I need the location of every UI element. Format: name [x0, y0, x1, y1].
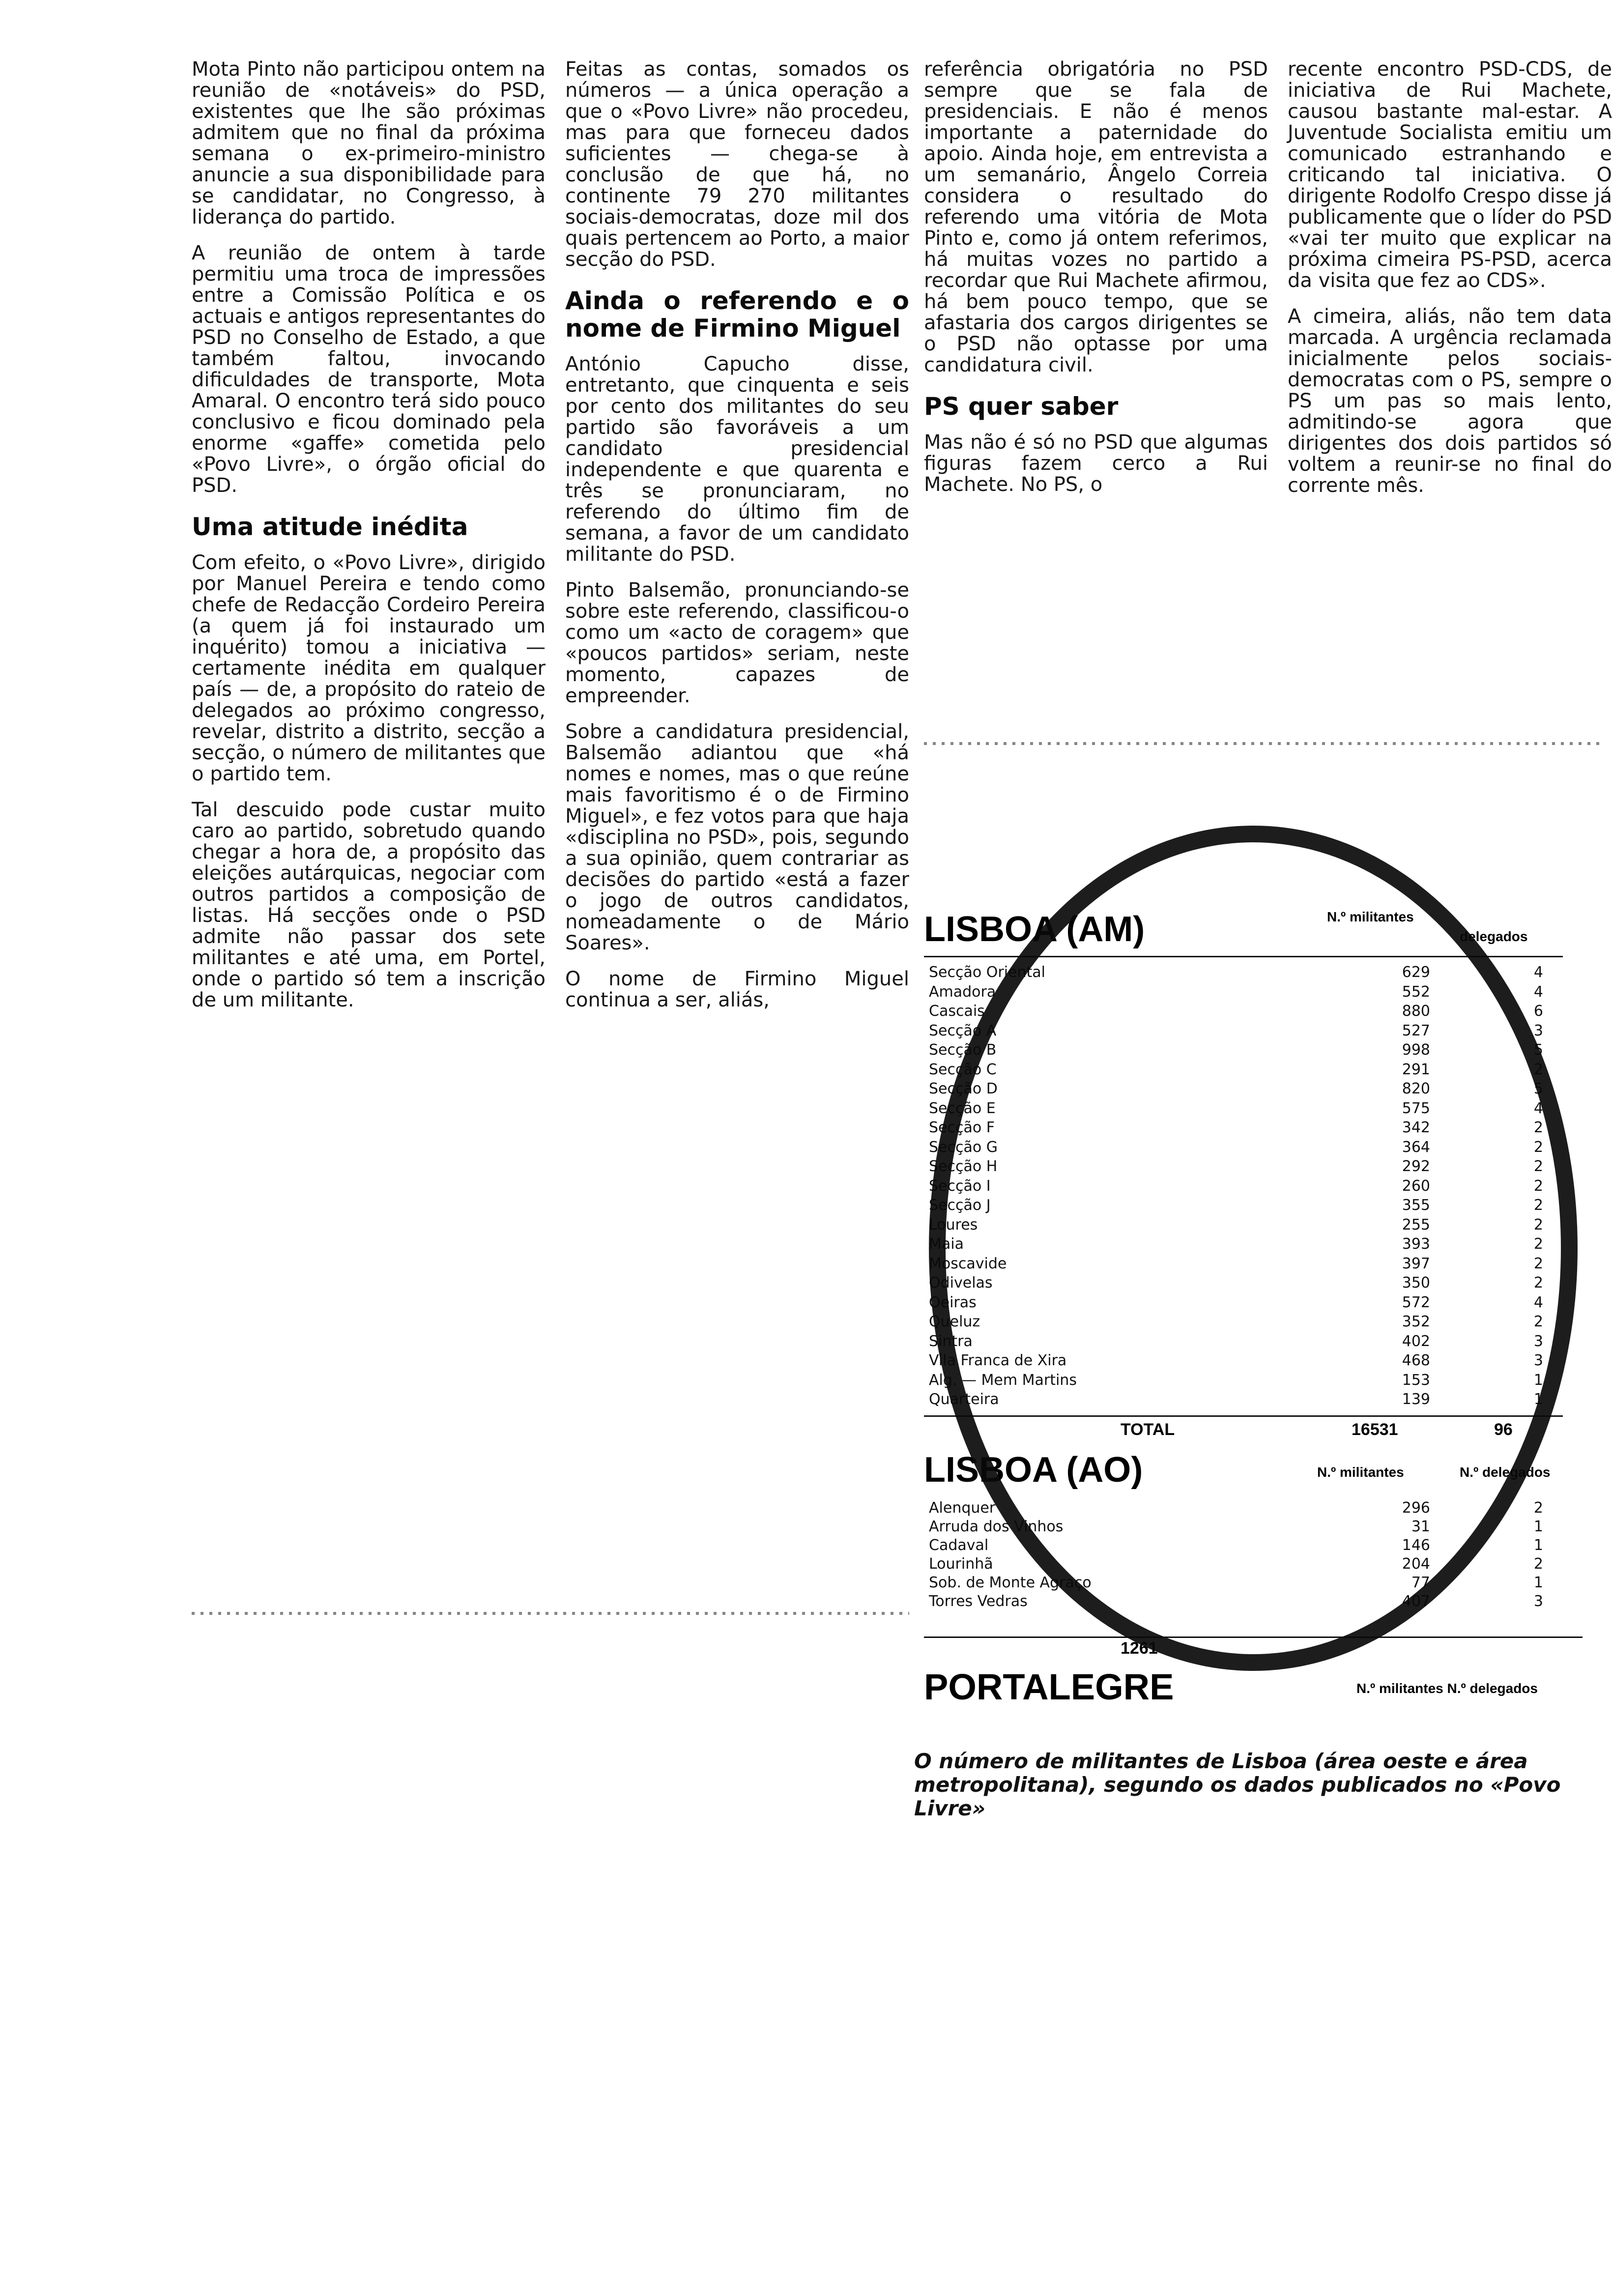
- subheading: Uma atitude inédita: [192, 513, 468, 541]
- scan-noise: [192, 1612, 909, 1615]
- row-name: Moscavide: [929, 1255, 1007, 1272]
- divider: [924, 1636, 1583, 1638]
- paragraph: recente encontro PSD-CDS, de iniciativa de Rui Machete, causou bastante mal-estar. A Juventude Socialista emitiu um comunicado estranhando e criticando tal iniciativa. O dirigente Rodolfo Crespo disse já publicamente que o líder do PSD «vai ter muito que explicar na próxima cimeira PS-PSD, acerca da visita que fez ao CDS».: [1288, 58, 1612, 292]
- table-title-portalegre: PORTALEGRE: [924, 1666, 1174, 1707]
- article-column-1: [192, 59, 546, 1026]
- row-name: Quarteira: [929, 1391, 999, 1408]
- row-militantes: 296: [1402, 1499, 1430, 1517]
- paragraph: Sobre a candidatura presidencial, Balsemão adiantou que «há nomes e nomes, mas o que reúne mais favoritismo é o de Firmino Miguel», e fez votos para que haja «disciplina no PSD», pois, segundo a sua opinião, quem contrariar as decisões do partido «está a fazer o jogo de outros candidatos, nomeadamente o de Mário Soares».: [565, 720, 909, 954]
- table-title-lisboa-ao: LISBOA (AO): [924, 1450, 1143, 1490]
- row-militantes: 552: [1402, 983, 1430, 1001]
- row-militantes: 292: [1402, 1158, 1430, 1175]
- table-row: [929, 1041, 1543, 1061]
- row-militantes: 407: [1402, 1593, 1430, 1610]
- row-militantes: 352: [1402, 1313, 1430, 1330]
- row-militantes: 998: [1402, 1041, 1430, 1059]
- row-delegados: 2: [1533, 1138, 1543, 1156]
- total-delegados: 96: [1494, 1420, 1513, 1439]
- column-header-delegados: delegados: [1460, 929, 1528, 944]
- row-delegados: 3: [1533, 1332, 1543, 1350]
- table-row: [929, 1574, 1543, 1593]
- row-delegados: 3: [1533, 1352, 1543, 1369]
- table-row: [929, 1390, 1543, 1410]
- row-militantes: 153: [1402, 1371, 1430, 1389]
- row-name: Secção F: [929, 1119, 995, 1136]
- newspaper-clipping: [192, 58, 1612, 1707]
- table-row: [929, 1138, 1543, 1158]
- row-delegados: 4: [1533, 983, 1543, 1001]
- table-row: [929, 1061, 1543, 1080]
- paragraph: referência obrigatória no PSD sempre que se fala de presidenciais. E não é menos importante a paternidade do apoio. Ainda hoje, em entrevista a um semanário, Ângelo Correia considera o resultado do referendo uma vitória de Mota Pinto e, como já ontem referimos, há muitas vozes no partido a recordar que Rui Machete afirmou, há bem pouco tempo, que se afastaria dos cargos dirigentes se o PSD não optasse por uma candidatura civil.: [924, 58, 1268, 376]
- row-militantes: 364: [1402, 1138, 1430, 1156]
- row-delegados: 2: [1533, 1235, 1543, 1253]
- table-row: [929, 1371, 1543, 1391]
- row-delegados: 2: [1533, 1274, 1543, 1292]
- row-name: Lourinhã: [929, 1555, 993, 1573]
- table-row: [929, 1536, 1543, 1556]
- row-name: Sintra: [929, 1332, 973, 1350]
- row-name: Vila Franca de Xira: [929, 1352, 1067, 1369]
- table-row: [929, 1499, 1543, 1519]
- row-delegados: 1: [1533, 1371, 1543, 1389]
- row-name: Secção A: [929, 1022, 997, 1039]
- table-row: [929, 1313, 1543, 1332]
- total-label: TOTAL: [1121, 1420, 1175, 1439]
- row-militantes: 77: [1411, 1574, 1430, 1591]
- row-delegados: 2: [1533, 1119, 1543, 1136]
- row-militantes: 260: [1402, 1177, 1430, 1195]
- row-militantes: 402: [1402, 1332, 1430, 1350]
- militants-table: [914, 762, 1612, 1610]
- table-row: [929, 1022, 1543, 1041]
- row-militantes: 468: [1402, 1352, 1430, 1369]
- row-name: Loures: [929, 1216, 978, 1234]
- row-delegados: 6: [1533, 1003, 1543, 1020]
- row-name: Secção G: [929, 1138, 998, 1156]
- row-name: Secção J: [929, 1197, 991, 1214]
- row-name: Queluz: [929, 1313, 980, 1330]
- subheading: Ainda o referendo e o nome de Firmino Miguel: [565, 287, 909, 343]
- row-delegados: 4: [1533, 964, 1543, 981]
- scan-noise: [924, 742, 1602, 745]
- paragraph: Tal descuido pode custar muito caro ao partido, sobretudo quando chegar a hora de, a propósito das eleições autárquicas, negociar com outros partidos a composição de listas. Há secções onde o PSD admite não passar dos sete militantes e até uma, em Portel, onde o partido só tem a inscrição de um militante.: [192, 799, 546, 1011]
- row-militantes: 880: [1402, 1003, 1430, 1020]
- row-name: Odivelas: [929, 1274, 993, 1292]
- row-delegados: 4: [1533, 1099, 1543, 1117]
- row-militantes: 355: [1402, 1197, 1430, 1214]
- row-militantes: 397: [1402, 1255, 1430, 1272]
- row-delegados: 5: [1533, 1041, 1543, 1059]
- row-name: Secção E: [929, 1099, 996, 1117]
- article-column-4: [1288, 59, 1612, 511]
- row-militantes: 204: [1402, 1555, 1430, 1573]
- column-header-delegados: N.º delegados: [1460, 1464, 1551, 1480]
- row-delegados: 2: [1533, 1177, 1543, 1195]
- row-delegados: 2: [1533, 1499, 1543, 1517]
- row-militantes: 291: [1402, 1061, 1430, 1078]
- table-row: [929, 1592, 1543, 1612]
- row-delegados: 2: [1533, 1555, 1543, 1573]
- table-row: [929, 963, 1543, 983]
- row-name: Oeiras: [929, 1293, 977, 1311]
- row-name: Sob. de Monte Agraço: [929, 1574, 1092, 1591]
- total-militantes-ao: 1261: [1121, 1639, 1158, 1658]
- paragraph: A cimeira, aliás, não tem data marcada. A urgência reclamada inicialmente pelos sociais-democratas com o PS, sempre o PS um pas so mais lento, admitindo-se agora que dirigentes dos dois partidos só voltem a reunir-se no final do corrente mês.: [1288, 305, 1612, 497]
- table-row: [929, 1555, 1543, 1575]
- column-header-portalegre: N.º militantes N.º delegados: [1356, 1681, 1538, 1696]
- table-row: [929, 1002, 1543, 1022]
- row-name: Secção H: [929, 1158, 998, 1175]
- row-name: Torres Vedras: [929, 1593, 1028, 1610]
- divider: [924, 956, 1563, 957]
- row-delegados: 2: [1533, 1216, 1543, 1234]
- row-delegados: 1: [1533, 1537, 1543, 1554]
- row-delegados: 2: [1533, 1061, 1543, 1078]
- row-militantes: 139: [1402, 1391, 1430, 1408]
- row-name: Secção Oriental: [929, 964, 1045, 981]
- table-row: [929, 1216, 1543, 1235]
- paragraph: Mas não é só no PSD que algumas figuras fazem cerco a Rui Machete. No PS, o: [924, 431, 1268, 496]
- row-militantes: 342: [1402, 1119, 1430, 1136]
- table-title-lisboa-am: LISBOA (AM): [924, 910, 1145, 949]
- row-name: Secção I: [929, 1177, 991, 1195]
- row-militantes: 146: [1402, 1537, 1430, 1554]
- row-delegados: 1: [1533, 1518, 1543, 1535]
- paragraph: Com efeito, o «Povo Livre», dirigido por Manuel Pereira e tendo como chefe de Redacção Cordeiro Pereira (a quem já foi instaurado um inquérito) tomou a iniciativa — certamente inédita em qualquer país — de, a propósito do rateio de delegados ao próximo congresso, revelar, distrito a distrito, secção a secção, o número de militantes que o partido tem.: [192, 551, 546, 785]
- row-delegados: 2: [1533, 1197, 1543, 1214]
- row-militantes: 255: [1402, 1216, 1430, 1234]
- table-row: [929, 1099, 1543, 1119]
- row-delegados: 4: [1533, 1293, 1543, 1311]
- table-row: [929, 1332, 1543, 1352]
- column-header-militantes: N.º militantes: [1327, 909, 1414, 924]
- row-militantes: 393: [1402, 1235, 1430, 1253]
- row-delegados: 2: [1533, 1158, 1543, 1175]
- row-militantes: 820: [1402, 1080, 1430, 1097]
- paragraph: António Capucho disse, entretanto, que cinquenta e seis por cento dos militantes do seu partido são favoráveis a um candidato presidencial independente e que quarenta e três se pronunciaram, no referendo do último fim de semana, a favor de um candidato militante do PSD.: [565, 353, 909, 566]
- table-row: [929, 1293, 1543, 1313]
- total-militantes: 16531: [1352, 1420, 1398, 1439]
- row-delegados: 5: [1533, 1080, 1543, 1097]
- row-name: Secção B: [929, 1041, 997, 1059]
- row-name: Cascais: [929, 1003, 985, 1020]
- row-name: Secção C: [929, 1061, 997, 1078]
- row-delegados: 1: [1533, 1391, 1543, 1408]
- table-row: [929, 1351, 1543, 1371]
- divider: [924, 1415, 1563, 1417]
- paragraph: Pinto Balsemão, pronunciando-se sobre este referendo, classificou-o como um «acto de coragem» que «poucos partidos» seriam, neste momento, capazes de empreender.: [565, 579, 909, 707]
- column-header-militantes: N.º militantes: [1317, 1464, 1404, 1480]
- row-delegados: 2: [1533, 1313, 1543, 1330]
- subheading: PS quer saber: [924, 392, 1119, 421]
- row-militantes: 572: [1402, 1293, 1430, 1311]
- table-row: [929, 1157, 1543, 1177]
- table-row: [929, 1255, 1543, 1274]
- table-row: [929, 983, 1543, 1003]
- article-column-3: [924, 59, 1268, 510]
- article-column-2: [565, 59, 909, 1026]
- row-delegados: 1: [1533, 1574, 1543, 1591]
- paragraph: A reunião de ontem à tarde permitiu uma troca de impressões entre a Comissão Política e os actuais e antigos representantes do PSD no Conselho de Estado, a que também faltou, invocando dificuldades de transporte, Mota Amaral. O encontro terá sido pouco conclusivo e ficou dominado pela enorme «gaffe» cometida pelo «Povo Livre», o órgão oficial do PSD.: [192, 242, 546, 497]
- row-name: Amadora: [929, 983, 996, 1001]
- row-militantes: 31: [1411, 1518, 1430, 1535]
- row-delegados: 3: [1533, 1022, 1543, 1039]
- row-name: Secção D: [929, 1080, 998, 1097]
- row-delegados: 3: [1533, 1593, 1543, 1610]
- row-name: Arruda dos Vinhos: [929, 1518, 1064, 1535]
- table-row: [929, 1080, 1543, 1099]
- table-row: [929, 1235, 1543, 1255]
- paragraph: Mota Pinto não participou ontem na reunião de «notáveis» do PSD, existentes que lhe são próximas admitem que no final da próxima semana o ex-primeiro-ministro anuncie a sua disponibilidade para se candidatar, no Congresso, à liderança do partido.: [192, 58, 546, 229]
- table-row: [929, 1177, 1543, 1197]
- table-row: [929, 1196, 1543, 1216]
- row-name: Maia: [929, 1235, 964, 1253]
- row-militantes: 575: [1402, 1099, 1430, 1117]
- paragraph: Feitas as contas, somados os números — a única operação a que o «Povo Livre» não procedeu, mas para que forneceu dados suficientes — chega-se à conclusão de que há, no continente 79 270 militantes sociais-democratas, doze mil dos quais pertencem ao Porto, a maior secção do PSD.: [565, 58, 909, 271]
- row-militantes: 350: [1402, 1274, 1430, 1292]
- row-militantes: 527: [1402, 1022, 1430, 1039]
- row-name: Alg. — Mem Martins: [929, 1371, 1077, 1389]
- table-row: [929, 1274, 1543, 1293]
- table-caption: O número de militantes de Lisboa (área oeste e área metropolitana), segundo os dados publicados no «Povo Livre»: [914, 1749, 1561, 1820]
- row-name: Cadaval: [929, 1537, 989, 1554]
- row-delegados: 2: [1533, 1255, 1543, 1272]
- table-row: [929, 1119, 1543, 1138]
- row-name: Alenquer: [929, 1499, 996, 1517]
- row-militantes: 629: [1402, 964, 1430, 981]
- table-row: [929, 1518, 1543, 1537]
- paragraph: O nome de Firmino Miguel continua a ser, aliás,: [565, 968, 909, 1011]
